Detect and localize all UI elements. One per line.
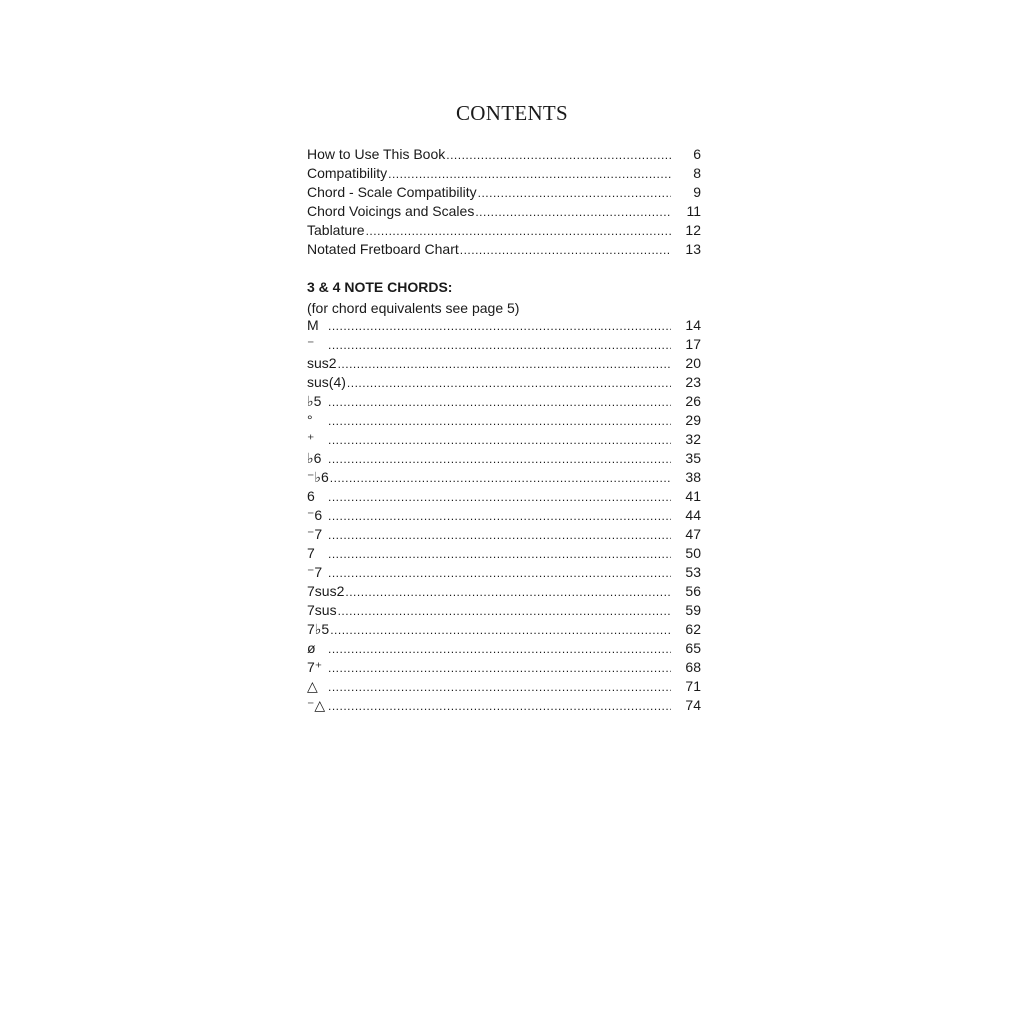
toc-entry-label: ⁻7: [307, 564, 323, 580]
dot-leader: [366, 222, 671, 241]
toc-entry-page: 44: [685, 507, 701, 523]
toc-entry-label: ⁻: [307, 336, 315, 352]
dot-leader: [328, 317, 671, 336]
toc-entry[interactable]: [307, 620, 701, 639]
toc-entry-page: 29: [685, 412, 701, 428]
dot-leader: [388, 165, 671, 184]
toc-entry-label: ♭6: [307, 450, 322, 466]
dot-leader: [328, 488, 671, 507]
toc-entry[interactable]: [307, 582, 701, 601]
toc-entry[interactable]: [307, 468, 701, 487]
toc-entry-page: 38: [685, 469, 701, 485]
toc-entry-label: 7sus: [307, 602, 337, 618]
toc-entry-label: Tablature: [307, 222, 365, 238]
toc-entry-label: ø: [307, 640, 316, 656]
toc-entry-page: 53: [685, 564, 701, 580]
section-heading: 3 & 4 NOTE CHORDS:: [307, 279, 453, 295]
dot-leader: [328, 678, 671, 697]
toc-entry-page: 47: [685, 526, 701, 542]
dot-leader: [446, 146, 671, 165]
page-title: CONTENTS: [455, 101, 569, 125]
toc-entry-label: Chord - Scale Compatibility: [307, 184, 477, 200]
toc-entry[interactable]: [307, 411, 701, 430]
toc-entry-page: 50: [685, 545, 701, 561]
toc-entry[interactable]: [307, 392, 701, 411]
toc-entry[interactable]: [307, 202, 701, 221]
toc-entry[interactable]: [307, 449, 701, 468]
dot-leader: [328, 336, 671, 355]
dot-leader: [328, 697, 671, 716]
dot-leader: [328, 564, 671, 583]
toc-entry-page: 12: [685, 222, 701, 238]
dot-leader: [475, 203, 671, 222]
toc-entry[interactable]: [307, 183, 701, 202]
toc-entry-page: 65: [685, 640, 701, 656]
section-note: (for chord equivalents see page 5): [307, 300, 520, 316]
toc-entry[interactable]: [307, 639, 701, 658]
toc-entry-label: ⁺: [307, 431, 315, 447]
toc-entry-page: 20: [685, 355, 701, 371]
toc-entry-page: 71: [685, 678, 701, 694]
toc-entry-label: Notated Fretboard Chart: [307, 241, 459, 257]
toc-entry[interactable]: [307, 677, 701, 696]
dot-leader: [345, 583, 671, 602]
toc-entry-page: 74: [685, 697, 701, 713]
toc-entry[interactable]: [307, 658, 701, 677]
toc-entry[interactable]: [307, 506, 701, 525]
toc-entry-label: 6: [307, 488, 315, 504]
dot-leader: [330, 621, 671, 640]
toc-entry-page: 23: [685, 374, 701, 390]
dot-leader: [328, 450, 671, 469]
toc-entry-page: 41: [685, 488, 701, 504]
dot-leader: [338, 355, 671, 374]
toc-entry-page: 62: [685, 621, 701, 637]
toc-entry-page: 11: [686, 203, 701, 219]
toc-entry-page: 13: [685, 241, 701, 257]
dot-leader: [328, 545, 671, 564]
toc-entry-page: 32: [685, 431, 701, 447]
dot-leader: [347, 374, 671, 393]
dot-leader: [328, 526, 671, 545]
toc-entry-label: 7⁺: [307, 659, 323, 675]
toc-entry-label: ⁻△: [307, 697, 326, 713]
toc-entry-page: 9: [693, 184, 701, 200]
toc-entry-page: 68: [685, 659, 701, 675]
toc-entry-label: °: [307, 412, 313, 428]
toc-entry[interactable]: [307, 335, 701, 354]
toc-entry-page: 56: [685, 583, 701, 599]
toc-entry[interactable]: [307, 373, 701, 392]
toc-entry-label: 7: [307, 545, 315, 561]
toc-entry-page: 26: [685, 393, 701, 409]
toc-entry-label: ⁻♭6: [307, 469, 329, 485]
toc-entry-label: Compatibility: [307, 165, 388, 181]
toc-entry[interactable]: [307, 240, 701, 259]
dot-leader: [338, 602, 671, 621]
dot-leader: [328, 659, 671, 678]
dot-leader: [328, 431, 671, 450]
toc-entry-label: ♭5: [307, 393, 322, 409]
dot-leader: [328, 640, 671, 659]
chord-toc-list: [307, 316, 701, 715]
toc-entry[interactable]: [307, 563, 701, 582]
toc-entry[interactable]: [307, 145, 701, 164]
toc-entry-label: 7♭5: [307, 621, 330, 637]
dot-leader: [478, 184, 671, 203]
dot-leader: [460, 241, 671, 260]
toc-entry[interactable]: [307, 544, 701, 563]
dot-leader: [328, 393, 671, 412]
toc-entry[interactable]: [307, 354, 701, 373]
toc-entry-label: sus(4): [307, 374, 346, 390]
toc-entry-label: △: [307, 678, 318, 694]
toc-entry-label: 7sus2: [307, 583, 345, 599]
toc-entry-label: Chord Voicings and Scales: [307, 203, 475, 219]
toc-entry[interactable]: [307, 525, 701, 544]
toc-entry-page: 59: [685, 602, 701, 618]
intro-toc-list: [307, 145, 701, 259]
toc-entry[interactable]: [307, 601, 701, 620]
toc-entry-label: ⁻7: [307, 526, 323, 542]
toc-entry-page: 17: [685, 336, 701, 352]
toc-entry-page: 8: [693, 165, 701, 181]
toc-entry[interactable]: [307, 164, 701, 183]
toc-entry-page: 6: [693, 146, 701, 162]
dot-leader: [328, 507, 671, 526]
dot-leader: [328, 412, 671, 431]
toc-entry-label: M: [307, 317, 319, 333]
toc-entry-page: 14: [685, 317, 701, 333]
toc-entry-label: sus2: [307, 355, 337, 371]
toc-entry-page: 35: [685, 450, 701, 466]
toc-entry-label: ⁻6: [307, 507, 323, 523]
toc-entry-label: How to Use This Book: [307, 146, 446, 162]
toc-entry[interactable]: [307, 430, 701, 449]
dot-leader: [330, 469, 671, 488]
toc-entry[interactable]: [307, 316, 701, 335]
toc-entry[interactable]: [307, 696, 701, 715]
toc-entry[interactable]: [307, 487, 701, 506]
toc-entry[interactable]: [307, 221, 701, 240]
